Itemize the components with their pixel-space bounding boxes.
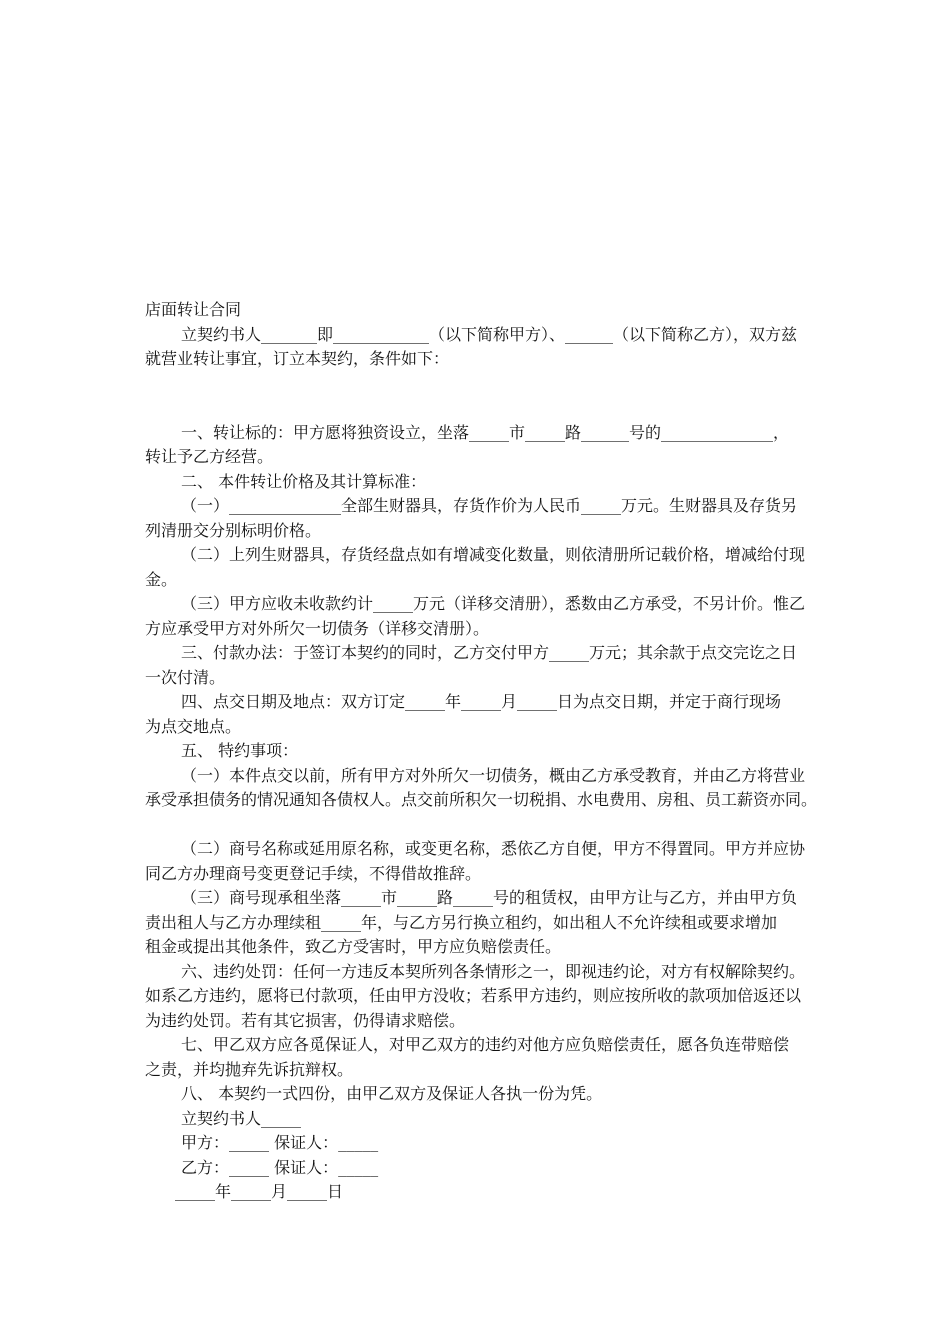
party-b-signature-line: 乙方：_____ 保证人：_____	[181, 1157, 379, 1177]
document-title: 店面转让合同	[145, 300, 242, 319]
paragraph-line: 金。	[145, 569, 178, 589]
paragraph-line: 为违约处罚。若有其它损害，仍得请求赔偿。	[145, 1010, 466, 1030]
paragraph-line: （一）______________全部生财器具，存货作价为人民币_____万元。生财器具及存货另	[181, 496, 798, 515]
paragraph-line: 七、甲乙双方应各觅保证人，对甲乙双方的违约对他方应负赔偿责任，愿各负连带赔偿	[181, 1035, 790, 1054]
paragraph-line: 同乙方办理商号变更登记手续，不得借故推辞。	[145, 863, 482, 883]
paragraph-line: 租金或提出其他条件，致乙方受害时，甲方应负赔偿责任。	[145, 937, 562, 956]
paragraph-line: 之责，并均抛弃先诉抗辩权。	[145, 1059, 354, 1079]
paragraph-line: 为点交地点。	[145, 716, 242, 736]
paragraph-line: 责出租人与乙方办理续租_____年，与乙方另行换立租约，如出租人不允许续租或要求增加	[145, 912, 778, 932]
paragraph-line: （三）商号现承租坐落_____市_____路_____号的租赁权，由甲方让与乙方，并由甲方负	[181, 888, 798, 907]
paragraph-line: （二）商号名称或延用原名称，或变更名称，悉依乙方自便，甲方不得置同。甲方并应协	[181, 839, 806, 858]
paragraph-line: 二、 本件转让价格及其计算标准：	[181, 471, 427, 491]
paragraph-line: 一次付清。	[145, 667, 226, 687]
paragraph-line: 如系乙方违约，愿将已付款项，任由甲方没收；若系甲方违约，则应按所收的款项加倍返还以	[145, 986, 802, 1005]
paragraph-line: 六、违约处罚：任何一方违反本契所列各条情形之一，即视违约论，对方有权解除契约。	[181, 961, 806, 981]
paragraph-line: 一、转让标的：甲方愿将独资设立，坐落_____市_____路______号的______________，	[181, 422, 790, 442]
paragraph-line: 就营业转让事宜，订立本契约，条件如下：	[145, 349, 450, 368]
paragraph-line: 立契约书人_______即____________（以下简称甲方）、______（以下简称乙方），双方兹	[181, 324, 798, 344]
paragraph-line: 方应承受甲方对外所欠一切债务（详移交清册）。	[145, 618, 490, 638]
paragraph-line: （三）甲方应收未收款约计_____万元（详移交清册），悉数由乙方承受，不另计价。惟乙	[181, 594, 806, 613]
paragraph-line: 五、 特约事项：	[181, 741, 299, 760]
date-line: _____年_____月_____日	[175, 1182, 344, 1201]
paragraph-line: 转让予乙方经营。	[145, 447, 274, 466]
paragraph-line: （一）本件点交以前，所有甲方对外所欠一切债务，概由乙方承受教育，并由乙方将营业	[181, 765, 806, 785]
paragraph-line: 八、 本契约一式四份，由甲乙双方及保证人各执一份为凭。	[181, 1084, 603, 1103]
document-body	[145, 298, 817, 1205]
blank-gap	[145, 372, 817, 421]
signatory-line: 立契约书人_____	[181, 1108, 302, 1128]
blank-gap	[145, 813, 817, 838]
paragraph-line: 三、付款办法：于签订本契约的同时，乙方交付甲方_____万元；其余款于点交完讫之日	[181, 643, 798, 662]
paragraph-line: 列清册交分别标明价格。	[145, 520, 322, 540]
paragraph-line: 四、点交日期及地点：双方订定_____年_____月_____日为点交日期，并定于商行现场	[181, 692, 782, 711]
paragraph-line: 承受承担债务的情况通知各债权人。点交前所积欠一切税捐、水电费用、房租、员工薪资亦同。	[145, 790, 818, 809]
paragraph-line: （二）上列生财器具，存货经盘点如有增减变化数量，则依清册所记载价格，增减给付现	[181, 545, 806, 564]
party-a-signature-line: 甲方：_____ 保证人：_____	[181, 1133, 379, 1152]
